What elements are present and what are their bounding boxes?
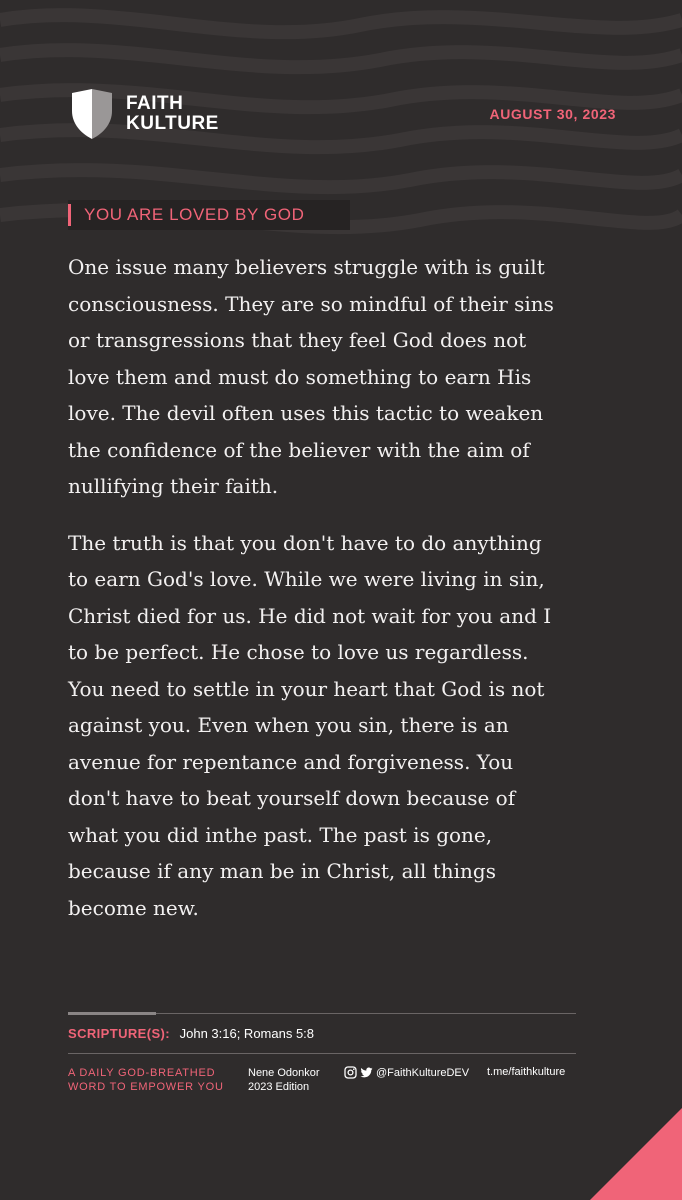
devotional-heading <box>68 200 350 230</box>
footer-social <box>344 1066 469 1079</box>
divider-bottom <box>68 1053 576 1054</box>
paragraph-1: One issue many believers struggle with is guilt consciousness. They are so mindful of their sins or transgressions that they feel God does not love them and must do something to earn His love. The devil often uses this tactic to weaken the confidence of the believer with the aim of nullifying their faith. <box>68 255 554 498</box>
divider-accent <box>68 1012 156 1015</box>
instagram-icon <box>344 1066 357 1079</box>
brand-name <box>126 94 219 134</box>
footer-author <box>248 1066 320 1094</box>
brand-logo <box>70 87 219 141</box>
scripture-refs: John 3:16; Romans 5:8 <box>179 1026 315 1041</box>
heading-text: YOU ARE LOVED BY GOD <box>84 205 305 224</box>
author-name: Nene Odonkor <box>248 1067 320 1079</box>
footer-tagline <box>68 1066 224 1094</box>
tagline-line-1: A DAILY GOD-BREATHED <box>68 1067 216 1079</box>
brand-line-1: FAITH <box>126 93 184 114</box>
scripture-label: SCRIPTURE(S): <box>68 1026 170 1041</box>
author-edition: 2023 Edition <box>248 1081 310 1093</box>
devotional-body <box>68 249 588 946</box>
tagline-line-2: WORD TO EMPOWER YOU <box>68 1081 224 1093</box>
scripture-references <box>68 1026 314 1041</box>
shield-logo-icon <box>70 87 114 141</box>
brand-line-2: KULTURE <box>126 113 219 134</box>
heading-accent-bar <box>68 204 71 226</box>
post-date: AUGUST 30, 2023 <box>489 106 616 122</box>
twitter-icon <box>360 1066 373 1079</box>
social-handle: @FaithKultureDEV <box>376 1066 470 1079</box>
corner-accent-triangle <box>590 1108 682 1200</box>
paragraph-2: The truth is that you don't have to do anything to earn God's love. While we were living in sin, Christ died for us. He did not wait for you and I to be perfect. He chose to love us regardless. You need to settle in your heart that God is not against you. Even when you sin, there is an avenue for repentance and forgiveness. You don't have to beat yourself down because of what you did inthe past. The past is gone, because if any man be in Christ, all things become new. <box>68 530 552 920</box>
telegram-link: t.me/faithkulture <box>487 1066 566 1078</box>
